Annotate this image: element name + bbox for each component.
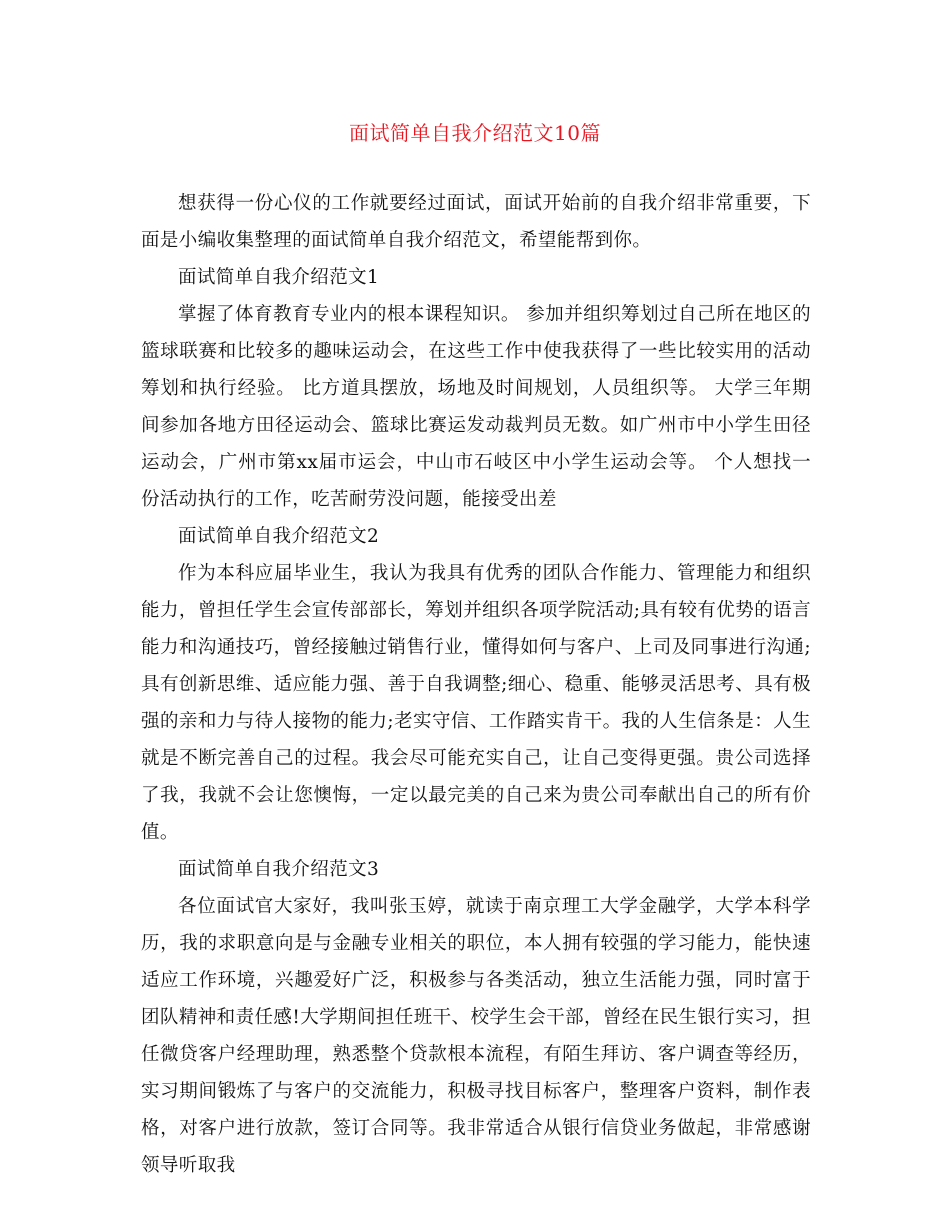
section-heading-2: 面试简单自我介绍范文2 — [178, 526, 380, 547]
section-body-2: 作为本科应届毕业生，我认为我具有优秀的团队合作能力、管理能力和组织能力，曾担任学生会宣传部部长，筹划并组织各项学院活动;具有较有优势的语言能力和沟通技巧，曾经接触过销售行业，懂得如何与客户、上司及同事进行沟通;具有创新思维、适应能力强、善于自我调整;细心、稳重、能够灵活思考、具有极强的亲和力与待人接物的能力;老实守信、工作踏实肯干。我的人生信条是：人生就是不断完善自己的过程。我会尽可能充实自己，让自己变得更强。贵公司选择了我，我就不会让您懊悔，一定以最完美的自己来为贵公司奉献出自己的所有价值。 — [141, 563, 811, 843]
document-body — [141, 185, 811, 1184]
section-heading-3: 面试简单自我介绍范文3 — [178, 859, 380, 880]
document-title: 面试简单自我介绍范文10篇 — [349, 121, 601, 145]
section-body-1: 掌握了体育教育专业内的根本课程知识。 参加并组织筹划过自己所在地区的篮球联赛和比较多的趣味运动会，在这些工作中使我获得了一些比较实用的活动筹划和执行经验。 比方道具摆放，场地及时间规划，人员组织等。 大学三年期间参加各地方田径运动会、篮球比赛运发动裁判员无数。如广州市中小学生田径运动会，广州市第xx届市运会，中山市石岐区中小学生运动会等。 个人想找一份活动执行的工作，吃苦耐劳没问题，能接受出差 — [141, 304, 811, 510]
section-heading-1: 面试简单自我介绍范文1 — [178, 267, 380, 288]
section-body-3: 各位面试官大家好，我叫张玉婷，就读于南京理工大学金融学，大学本科学历，我的求职意向是与金融专业相关的职位，本人拥有较强的学习能力，能快速适应工作环境，兴趣爱好广泛，积极参与各类活动，独立生活能力强，同时富于团队精神和责任感!大学期间担任班干、校学生会干部，曾经在民生银行实习，担任微贷客户经理助理，熟悉整个贷款根本流程，有陌生拜访、客户调查等经历，实习期间锻炼了与客户的交流能力，积极寻找目标客户，整理客户资料，制作表格，对客户进行放款，签订合同等。我非常适合从银行信贷业务做起，非常感谢领导听取我 — [141, 896, 811, 1176]
intro-paragraph: 想获得一份心仪的工作就要经过面试，面试开始前的自我介绍非常重要，下面是小编收集整理的面试简单自我介绍范文，希望能帮到你。 — [141, 193, 811, 251]
